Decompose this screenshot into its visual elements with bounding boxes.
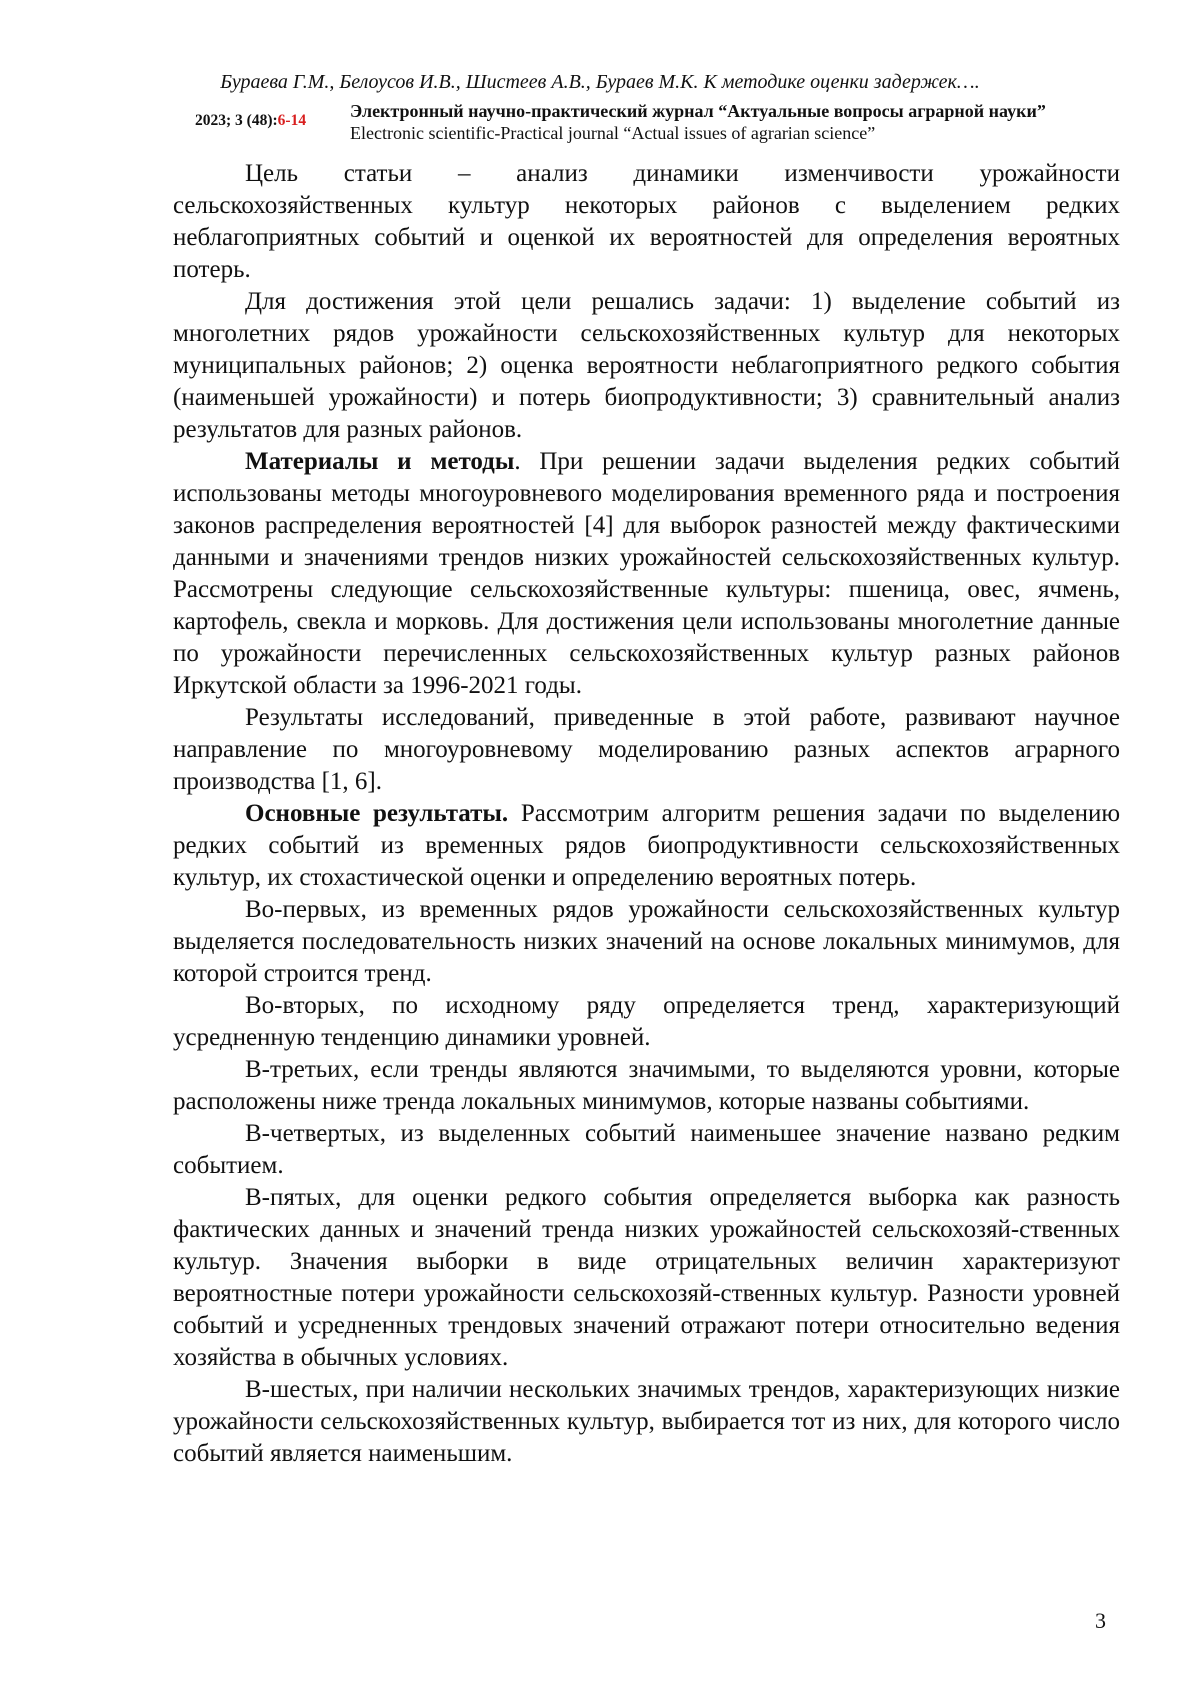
paragraph-aim <box>173 158 1120 286</box>
running-head: Бураева Г.М., Белоусов И.В., Шистеев А.В., Бураев М.К. К методике оценки задержек…. <box>220 71 980 93</box>
issue-number: 2023; 3 (48): <box>195 112 278 129</box>
paragraph-step-6 <box>173 1374 1120 1470</box>
paragraph-results-intro <box>173 702 1120 798</box>
issue-info <box>195 111 306 131</box>
paragraph-text: Для достижения этой цели решались задачи: 1) выделение событий из многолетних рядов урожайности сельскохозяйственных культур для некоторых муниципальных районов; 2) оценка вероятности неблагоприятного редкого события (наименьшей урожайности) и потерь биопродуктивности; 3) сравнительный анализ результатов для разных районов. <box>173 288 1120 443</box>
paragraph-tasks <box>173 286 1120 446</box>
article-body <box>173 158 1120 1470</box>
paragraph-text: В-пятых, для оценки редкого события определяется выборка как разность фактических данных и значений тренда низких урожайностей сельскохозяй-ственных культур. Значения выборки в виде отрицательных величин характеризуют вероятностные потери урожайности сельскохозяй-ственных культур. Разности уровней событий и усредненных трендовых значений отражают потери относительно ведения хозяйства в обычных условиях. <box>173 1184 1120 1371</box>
paragraph-text: Результаты исследований, приведенные в этой работе, развивают научное направление по многоуровневому моделированию разных аспектов аграрного производства [1, 6]. <box>173 704 1120 795</box>
paragraph-step-5 <box>173 1182 1120 1374</box>
paragraph-step-4 <box>173 1118 1120 1182</box>
paragraph-main-results <box>173 798 1120 894</box>
journal-title-ru: Электронный научно-практический журнал “Актуальные вопросы аграрной науки” <box>350 101 1046 121</box>
journal-title-en: Electronic scientific-Practical journal “Actual issues of agrarian science” <box>350 123 876 143</box>
paragraph-text: В-третьих, если тренды являются значимыми, то выделяются уровни, которые расположены ниже тренда локальных минимумов, которые названы событиями. <box>173 1056 1120 1115</box>
paragraph-step-1 <box>173 894 1120 990</box>
paragraph-text: Рассмотрим алгоритм решения задачи по выделению редких событий из временных рядов биопродуктивности сельскохозяйственных культур, их стохастической оценки и определению вероятных потерь. <box>173 800 1120 891</box>
paragraph-text: Во-первых, из временных рядов урожайности сельскохозяйственных культур выделяется последовательность низких значений на основе локальных минимумов, для которой строится тренд. <box>173 896 1120 987</box>
section-heading: Основные результаты. <box>245 800 509 827</box>
paragraph-text: Цель статьи – анализ динамики изменчивости урожайности сельскохозяйственных культур некоторых районов с выделением редких неблагоприятных событий и оценкой их вероятностей для определения вероятных потерь. <box>173 160 1120 283</box>
page-number: 3 <box>1095 1608 1106 1633</box>
paragraph-step-2 <box>173 990 1120 1054</box>
paragraph-text: В-шестых, при наличии нескольких значимых трендов, характеризующих низкие урожайности сельскохозяйственных культур, выбирается тот из них, для которого число событий является наименьшим. <box>173 1376 1120 1467</box>
section-heading: Материалы и методы <box>245 448 515 475</box>
paragraph-step-3 <box>173 1054 1120 1118</box>
paragraph-text: В-четвертых, из выделенных событий наименьшее значение названо редким событием. <box>173 1120 1120 1179</box>
paragraph-materials-methods <box>173 446 1120 702</box>
paragraph-text: Во-вторых, по исходному ряду определяется тренд, характеризующий усредненную тенденцию динамики уровней. <box>173 992 1120 1051</box>
issue-pages: 6-14 <box>277 112 307 129</box>
paragraph-text: . При решении задачи выделения редких событий использованы методы многоуровневого моделирования временного ряда и построения законов распределения вероятностей [4] для выборок разностей между фактическими данными и значениями трендов низких урожайностей сельскохозяйственных культур. Рассмотрены следующие сельскохозяйственные культуры: пшеница, овес, ячмень, картофель, свекла и морковь. Для достижения цели использованы многолетние данные по урожайности перечисленных сельскохозяйственных культур разных районов Иркутской области за 1996-2021 годы. <box>173 448 1120 699</box>
